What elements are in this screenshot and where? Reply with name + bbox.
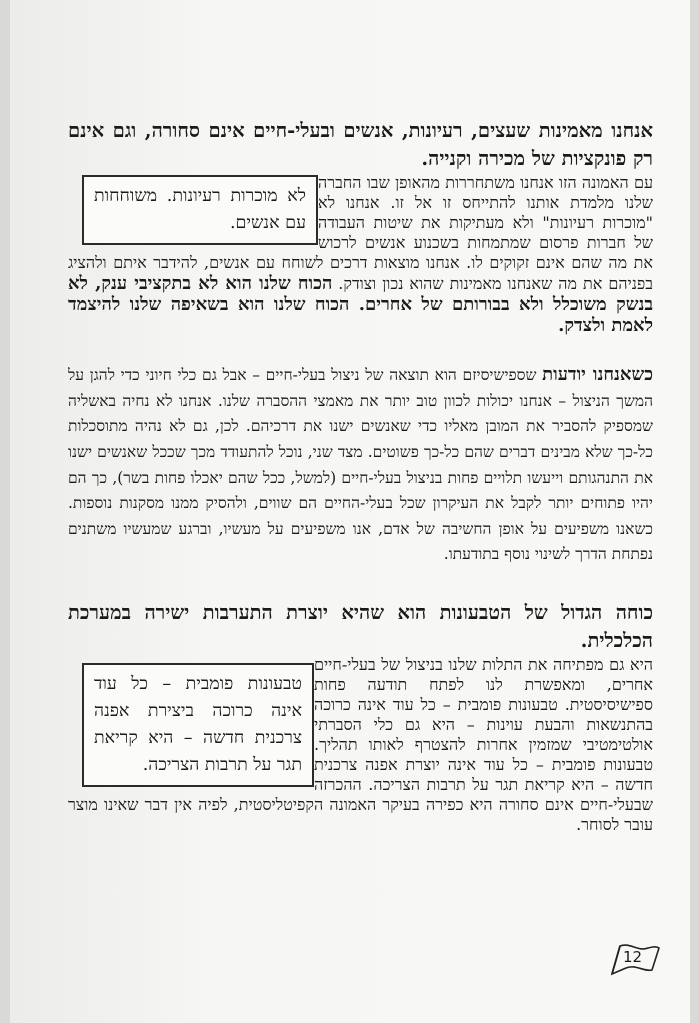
- page-content: [68, 118, 653, 835]
- paragraph-bold-conclusion: הכוח שלנו הוא לא בתקציבי ענק, לא בנשק משוכלל ולא בבורותם של אחרים. הכוח שלנו הוא בשאיפה שלנו להיצמד לאמת ולצדק.: [68, 273, 653, 337]
- paragraph-body: עם האמונה הזו אנחנו משתחררות מהאופן שבו החברה שלנו מלמדת אותנו להתייחס זו אל זו. אנחנו לא "מוכרות רעיונות" ולא מעתיקות את שיטות העבודה של חברות פרסום שמתמחות בשכנוע אנשים לרכוש את מה שהם אינם זקוקים לו. אנחנו מוצאות דרכים לשוחח עם אנשים, להידבר איתם ולהציג בפניהם את מה שאנחנו מאמינות שהוא נכון וצודק.: [68, 173, 654, 294]
- paragraph-body: שספישיסיזם הוא תוצאה של ניצול בעלי-חיים – אבל גם כלי חיוני כדי להגן על המשך הניצול – אנחנו יכולות לכוון טוב יותר את מאמצי ההסברה שלנו. אנחנו לא נחיה באשליה שמספיק להסביר את המובן מאליו כדי שאנשים ישנו את דרכיהם. לכן, גם לא נהיה מתוסכלות כל-כך שלא מבינים דברים שהם כל-כך פשוטים. מצד שני, נוכל להתעודד מכך שככל שאנשים ישנו את התנהגותם וייעשו תלויים פחות בניצול בעלי-חיים (למשל, ככל שהם יאכלו פחות בשר), כך הם יהיו פתוחים יותר לקבל את העיקרון שכל בעלי-החיים הם שווים, ולהסיק ממנו מסקנות נוספות. כשאנו משפיעים על אופן החשיבה של אדם, אנו משפיעים על מעשיו, וברגע שמעשיו משתנים נפתחת הדרך לשינוי נוסף בתודעתו.: [68, 366, 653, 564]
- paragraph-lead-bold: כשאנחנו יודעות: [542, 364, 653, 386]
- page-number: 12: [623, 948, 643, 966]
- pull-quote-box: טבעונות פומבית – כל עוד אינה כרוכה ביצירת אפנה צרכנית חדשה – היא קריאת תגר על תרבות הצריכה.: [82, 663, 314, 787]
- paragraph-veganism: [68, 600, 653, 655]
- book-page: [10, 0, 690, 1023]
- spacer: [68, 336, 653, 362]
- paragraph-speciesism: [68, 362, 653, 568]
- paragraph-lead-bold: אנחנו מאמינות שעצים, רעיונות, אנשים ובעלי-חיים אינם סחורה, וגם אינם רק פונקציות של מכירה וקנייה.: [68, 119, 653, 170]
- paragraph-beliefs: [68, 118, 653, 173]
- page-number-flag: [606, 942, 662, 976]
- spacer: [68, 568, 653, 600]
- pull-quote-box: לא מוכרות רעיונות. משוחחות עם אנשים.: [82, 175, 318, 245]
- paragraph-lead-bold: כוחה הגדול של הטבעונות הוא שהיא יוצרת התערבות ישירה במערכת הכלכלית.: [68, 600, 653, 652]
- paragraph-body: היא גם מפתיחה את התלות שלנו בניצול של בעלי-חיים אחרים, ומאפשרת לנו לפתח תודעה פחות ספישיסיסטית. טבעונות פומבית – כל עוד אינה כרוכה בהתנשאות והבעת עוינות – היא גם כלי הסברתי אולטימטיבי שמזמין אחרות להצטרף לאותו תהליך. טבעונות פומבית – כל עוד אינה יוצרת אפנה צרכנית חדשה – היא קריאת תגר על תרבות הצריכה. ההכרזה שבעלי-חיים אינם סחורה היא כפירה בעיקר האמונה הקפיטליסטית, לפיה אין דבר שאינו מוצר עובר לסוחר.: [68, 655, 653, 835]
